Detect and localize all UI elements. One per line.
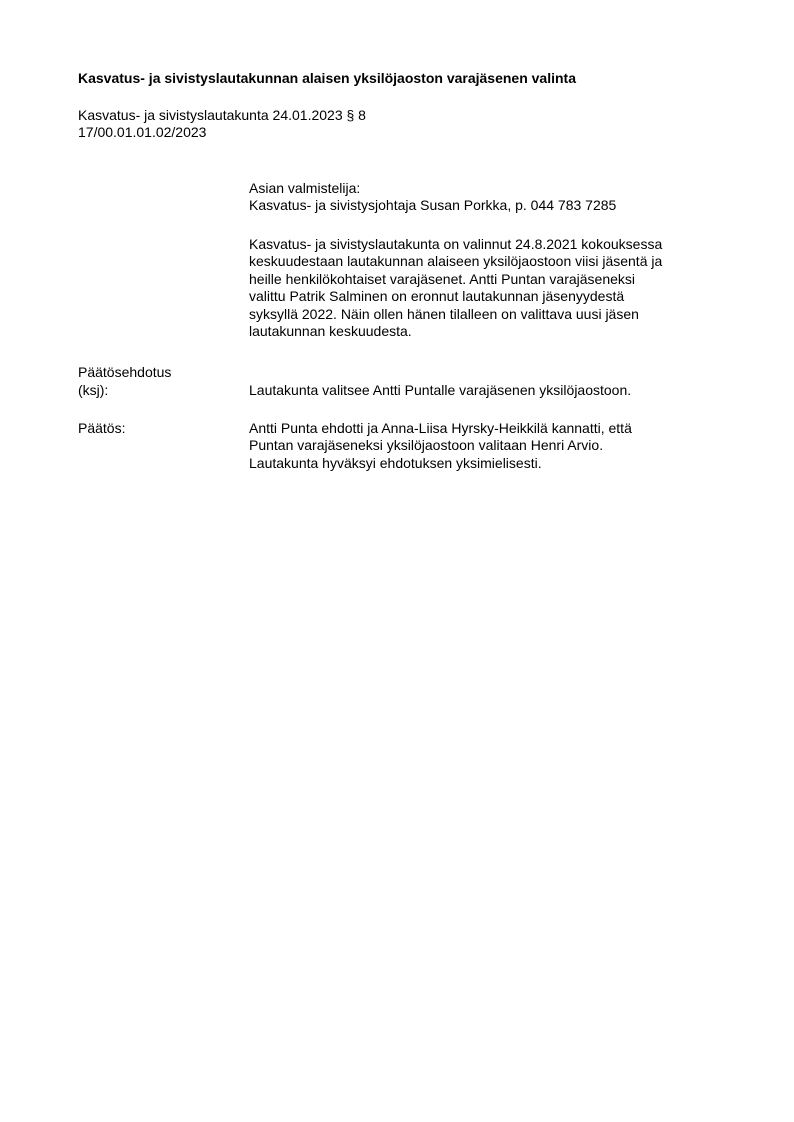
proposal-label: Päätösehdotus <box>78 364 172 380</box>
record-number: 17/00.01.01.02/2023 <box>78 124 207 140</box>
preparer-block <box>249 180 729 215</box>
document-title: Kasvatus- ja sivistyslautakunnan alaisen yksilöjaoston varajäsenen valinta <box>78 70 576 86</box>
body-line: syksyllä 2022. Näin ollen hänen tilalleen on valittava uusi jäsen <box>249 305 639 322</box>
decision-label: Päätös: <box>78 420 126 436</box>
meeting-reference: Kasvatus- ja sivistyslautakunta 24.01.2023 § 8 <box>78 107 366 123</box>
decision-line: Antti Punta ehdotti ja Anna-Liisa Hyrsky-Heikkilä kannatti, että <box>249 420 632 436</box>
preparer-label: Asian valmistelija: <box>249 180 361 196</box>
decision-line: Puntan varajäseneksi yksilöjaostoon valitaan Henri Arvio. <box>249 437 604 454</box>
body-line: keskuudestaan lautakunnan alaiseen yksilöjaostoon viisi jäsentä ja <box>249 253 663 270</box>
body-line: lautakunnan keskuudesta. <box>249 323 412 340</box>
body-line: heille henkilökohtaiset varajäsenet. Antti Puntan varajäseneksi <box>249 270 636 287</box>
body-line: Kasvatus- ja sivistyslautakunta on valinnut 24.8.2021 kokouksessa <box>249 236 663 252</box>
body-line: valittu Patrik Salminen on eronnut lautakunnan jäsenyydestä <box>249 288 625 305</box>
decision-text <box>249 420 729 472</box>
meeting-meta <box>78 107 366 141</box>
proposal-text: Lautakunta valitsee Antti Puntalle varajäsenen yksilöjaostoon. <box>249 382 632 398</box>
proposal-label-ksj: (ksj): <box>78 382 109 398</box>
decision-line: Lautakunta hyväksyi ehdotuksen yksimielisesti. <box>249 454 542 471</box>
case-description <box>249 236 729 340</box>
preparer-name: Kasvatus- ja sivistysjohtaja Susan Porkka, p. 044 783 7285 <box>249 197 617 214</box>
